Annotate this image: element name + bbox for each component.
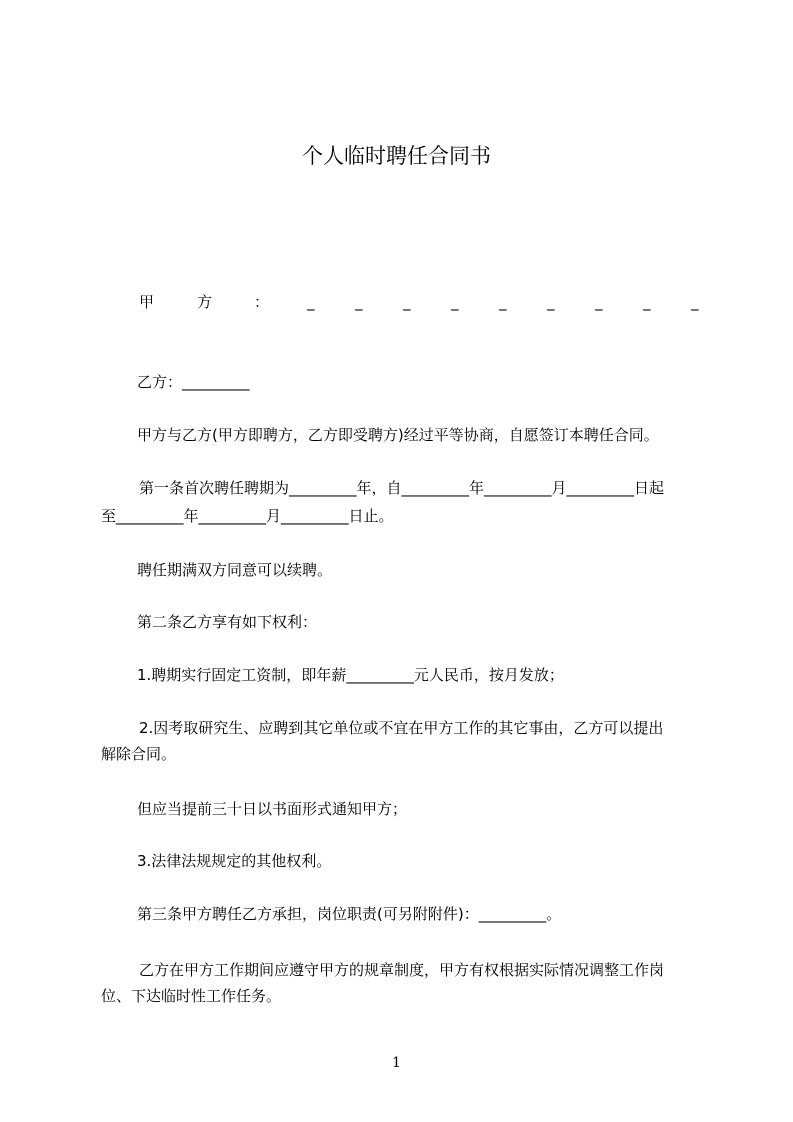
renewal-paragraph: 聘任期满双方同意可以续聘。 [137,561,333,579]
party-a-blank: _ [691,293,699,311]
article-1-line-2: 至_________年_________月_________日止。 [101,507,394,525]
article-3-paragraph: 第三条甲方聘任乙方承担，岗位职责(可另附附件)：_________。 [137,905,562,923]
party-a-label-1: 甲 [139,293,155,311]
intro-paragraph: 甲方与乙方(甲方即聘方，乙方即受聘方)经过平等协商，自愿签订本聘任合同。 [137,426,659,444]
article-2-item-3: 3.法律法规规定的其他权利。 [137,852,332,870]
article-2-item-2-line-2: 解除合同。 [101,745,177,763]
party-a-blank: _ [403,293,411,311]
page-number: 1 [392,1055,401,1071]
article-1-line-1: 第一条首次聘任聘期为_________年，自_________年_________月_________日起 [139,479,665,497]
party-a-blank: _ [307,293,315,311]
party-a-blank: _ [451,293,459,311]
article-2-item-2-line-1: 2.因考取研究生、应聘到其它单位或不宜在甲方工作的其它事由，乙方可以提出 [139,719,664,737]
duty-paragraph-line-2: 位、下达临时性工作任务。 [101,987,282,1005]
party-a-colon: ： [254,293,270,311]
notice-paragraph: 但应当提前三十日以书面形式通知甲方； [137,800,408,818]
duty-paragraph-line-1: 乙方在甲方工作期间应遵守甲方的规章制度，甲方有权根据实际情况调整工作岗 [139,961,665,979]
article-2-item-1: 1.聘期实行固定工资制，即年薪_________元人民币，按月发放； [137,666,564,684]
party-a-line [117,292,712,312]
party-a-blank: _ [499,293,507,311]
party-a-blank: _ [595,293,603,311]
party-b-line: 乙方：_________ [137,373,250,391]
article-2-heading: 第二条乙方享有如下权利： [137,613,318,631]
party-a-blank: _ [547,293,555,311]
document-title: 个人临时聘任合同书 [302,144,491,168]
party-a-blank: _ [355,293,363,311]
party-a-label-2: 方 [197,293,213,311]
party-a-blank: _ [643,293,651,311]
